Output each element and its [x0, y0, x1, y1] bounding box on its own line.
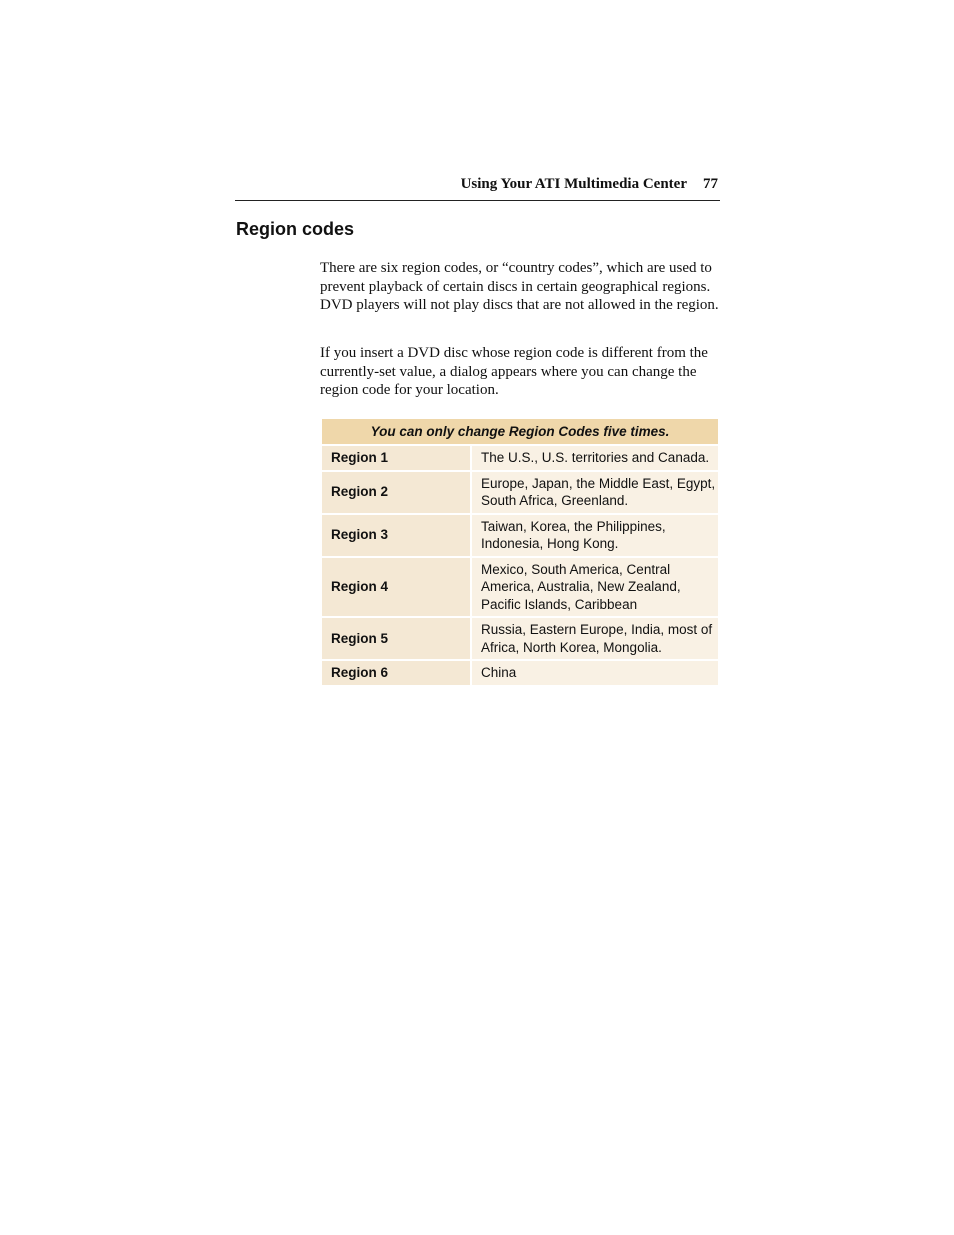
region-codes-table: [320, 417, 720, 687]
table-note: You can only change Region Codes five times.: [322, 419, 718, 444]
region-name: Region 5: [322, 618, 470, 659]
intro-paragraph: There are six region codes, or “country codes”, which are used to prevent playback of certain discs in certain geographical regions. DVD players will not play discs that are not allowed in the region.: [320, 260, 719, 314]
region-name: Region 6: [322, 661, 470, 685]
region-countries: Taiwan, Korea, the Philippines, Indonesia, Hong Kong.: [472, 515, 718, 556]
table-row: [322, 618, 718, 659]
page-number: 77: [703, 176, 718, 192]
region-countries: Mexico, South America, Central America, Australia, New Zealand, Pacific Islands, Caribbean: [472, 558, 718, 617]
table-row: [322, 515, 718, 556]
table-row: [322, 472, 718, 513]
region-countries: The U.S., U.S. territories and Canada.: [472, 446, 718, 470]
region-countries: Russia, Eastern Europe, India, most of Africa, North Korea, Mongolia.: [472, 618, 718, 659]
region-name: Region 1: [322, 446, 470, 470]
table-row: [322, 446, 718, 470]
table-row: [322, 558, 718, 617]
section-title: Region codes: [236, 219, 355, 239]
region-countries: Europe, Japan, the Middle East, Egypt, South Africa, Greenland.: [472, 472, 718, 513]
region-name: Region 2: [322, 472, 470, 513]
region-countries: China: [472, 661, 718, 685]
table-row: [322, 661, 718, 685]
table-note-row: [322, 419, 718, 444]
running-header: [235, 176, 720, 201]
dialog-paragraph: If you insert a DVD disc whose region code is different from the currently-set value, a dialog appears where you can change the region code for your location.: [320, 345, 708, 399]
region-name: Region 3: [322, 515, 470, 556]
region-name: Region 4: [322, 558, 470, 617]
running-title: Using Your ATI Multimedia Center: [460, 176, 687, 192]
